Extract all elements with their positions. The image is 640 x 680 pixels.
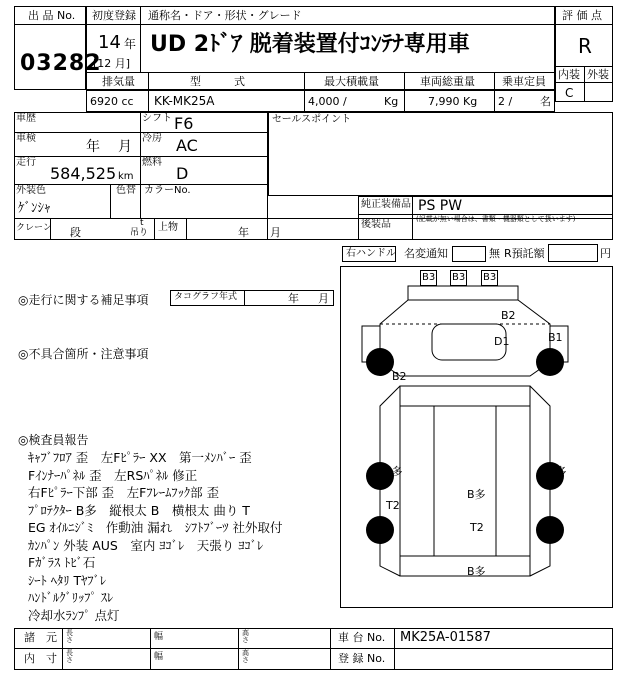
score-label: 評 価 点 (562, 9, 602, 22)
label-t2-center: T2 (470, 521, 484, 534)
cab-roof (408, 286, 518, 300)
label-b3-left: B3 (420, 270, 437, 286)
gross-weight-value: 7,990 Kg (428, 95, 478, 108)
width-label-2: 幅 (154, 652, 164, 662)
label-b1: B1 (548, 331, 563, 344)
crane-lift: 吊り (130, 228, 149, 238)
displacement-value: 6920 cc (90, 95, 134, 108)
report-line: 右Fﾋﾟﾗｰ下部 歪 左Fﾌﾚｰﾑﾌｯｸ部 歪 (28, 485, 220, 500)
dims-label: 諸 元 (24, 631, 57, 644)
front-left-wheel (366, 348, 394, 376)
exterior-label: 外装 (587, 68, 609, 81)
height-label-2: 高さ (242, 649, 249, 664)
report-line: ﾌﾟﾛﾃｸﾀｰ B多 縦根太 B 横根太 曲り T (28, 502, 250, 518)
label-b-many-left: B多 (384, 465, 403, 478)
label-b2-left: B2 (392, 370, 407, 383)
report-title: ◎検査員報告 (18, 433, 89, 447)
model-label: 通称名・ドア・形状・グレード (148, 9, 302, 22)
shift-label: シフト (142, 113, 172, 124)
model-code-value: KK-MK25A (154, 94, 215, 108)
inspection-label: 車検 (16, 133, 36, 144)
label-d1: D1 (494, 335, 510, 348)
crane-ton: t (140, 218, 144, 228)
deposit-label: R預託額 (504, 247, 545, 260)
label-b-many-right: B多 (548, 465, 567, 478)
color-code-label: 色替 (116, 185, 136, 196)
report-line: ｶﾝﾊﾟﾝ 外装 AUS 室内 ﾖｺﾞﾚ 天張り ﾖｺﾞﾚ (28, 537, 264, 553)
mileage-unit: km (118, 171, 134, 182)
name-change-label: 名変通知 (404, 247, 448, 260)
equipment-value: PS PW (418, 198, 463, 214)
cab-outline (380, 300, 550, 376)
mileage-label: 走行 (16, 157, 36, 168)
capacity-unit: Kg (384, 95, 399, 108)
displacement-label: 排気量 (102, 75, 135, 88)
ac-value: AC (176, 136, 198, 155)
footer-box (14, 628, 613, 670)
label-t2-left: T2 (386, 499, 400, 512)
year-value: 14 (98, 32, 121, 53)
fuel-label: 燃料 (142, 157, 162, 168)
upper-year: 年 (238, 226, 249, 239)
crane-stage: 段 (70, 226, 81, 239)
label-b-many-bottom: B多 (467, 565, 486, 578)
truck-diagram (340, 266, 613, 608)
travel-title: ◎走行に関する補足事項 (18, 293, 149, 307)
tacho-month: 月 (318, 292, 329, 305)
month-value: [12 月] (93, 57, 131, 70)
interior-label: 内装 (558, 68, 580, 81)
length-label-1: 長さ (66, 629, 73, 644)
passengers-label: 乗車定員 (502, 75, 546, 88)
history-label: 車歴 (16, 113, 36, 124)
deposit-box (548, 244, 598, 262)
fuel-value: D (176, 164, 189, 183)
chassis-label: 車 台 No. (338, 631, 386, 644)
chassis-value: MK25A-01587 (400, 630, 491, 645)
interior-grade: C (565, 86, 574, 100)
label-b-many-center: B多 (467, 488, 486, 501)
sales-point-label: セールスポイント (272, 114, 352, 125)
ac-label: 冷房 (142, 133, 162, 144)
label-b2-top: B2 (501, 309, 516, 322)
report-line: 冷却水ﾗﾝﾌﾟ 点灯 (28, 607, 120, 623)
passengers-unit: 名 (540, 95, 551, 108)
year-unit: 年 (124, 37, 137, 51)
color-label: 外装色 (16, 185, 46, 196)
name-change-box (452, 246, 486, 262)
inner-label: 内 寸 (24, 652, 57, 665)
crane-label: クレーン (16, 223, 52, 233)
lot-label: 出 品 No. (28, 9, 76, 22)
capacity-value: 4,000 / (308, 95, 347, 108)
tacho-year: 年 (288, 292, 299, 305)
handle-label: 右ハンドル (346, 248, 396, 259)
length-label-2: 長さ (66, 649, 73, 664)
color-no-label: カラーNo. (144, 185, 191, 196)
label-b3-mid: B3 (450, 270, 467, 286)
gross-weight-label: 車両総重量 (420, 75, 475, 88)
upper-month: 月 (270, 226, 281, 239)
passengers-value: 2 / (498, 95, 513, 108)
model-code-label: 型 式 (190, 75, 245, 88)
score-value: R (578, 34, 592, 58)
color-value: ｹﾞﾝｼｬ (18, 201, 51, 216)
report-line: ｷｬﾌﾞﾌﾛｱ 歪 左Fﾋﾟﾗｰ XX 第一ﾒﾝﾊﾞｰ 歪 (28, 450, 252, 465)
tacho-label: タコグラフ年式 (174, 292, 238, 302)
report-line: EG ｵｲﾙﾆｼﾞﾐ 作動油 漏れ ｼﾌﾄﾌﾞｰﾂ 社外取付 (28, 520, 283, 535)
aftermarket-label: 後装品 (361, 219, 391, 230)
shift-value: F6 (174, 114, 194, 133)
report-line: ﾊﾝﾄﾞﾙｸﾞﾘｯﾌﾟ ｽﾚ (28, 590, 114, 605)
reg-label: 登 録 No. (338, 652, 386, 665)
report-line: Fｶﾞﾗｽ ﾄﾋﾞ石 (28, 555, 96, 570)
equipment-label: 純正装備品 (361, 199, 411, 210)
inspection-year-unit: 年 (86, 139, 100, 155)
upper-label: 上物 (158, 222, 178, 233)
capacity-label: 最大積載量 (324, 75, 379, 88)
label-b3-right: B3 (481, 270, 498, 286)
aftermarket-note: (記載が無い場合は、書類・機器類として扱います) (416, 215, 576, 223)
first-reg-label: 初度登録 (92, 9, 136, 22)
name-change-none: 無 (489, 247, 500, 260)
defects-title: ◎不具合箇所・注意事項 (18, 347, 149, 361)
truck-bed (400, 386, 530, 576)
inspection-month-unit: 月 (118, 139, 132, 155)
report-line: Fｲﾝﾅｰﾊﾟﾈﾙ 歪 左RSﾊﾟﾈﾙ 修正 (28, 467, 198, 483)
width-label-1: 幅 (154, 632, 164, 642)
front-right-wheel (536, 348, 564, 376)
lot-number: 03282 (20, 51, 102, 76)
report-line: ｼｰﾄ ﾍﾀﾘ Tﾔﾌﾞﾚ (28, 572, 107, 588)
yen-label: 円 (600, 247, 611, 260)
model-name: UD 2ﾄﾞｱ 脱着装置付ｺﾝﾃﾅ専用車 (150, 32, 470, 57)
mileage-value: 584,525 (50, 164, 117, 183)
height-label-1: 高さ (242, 629, 249, 644)
